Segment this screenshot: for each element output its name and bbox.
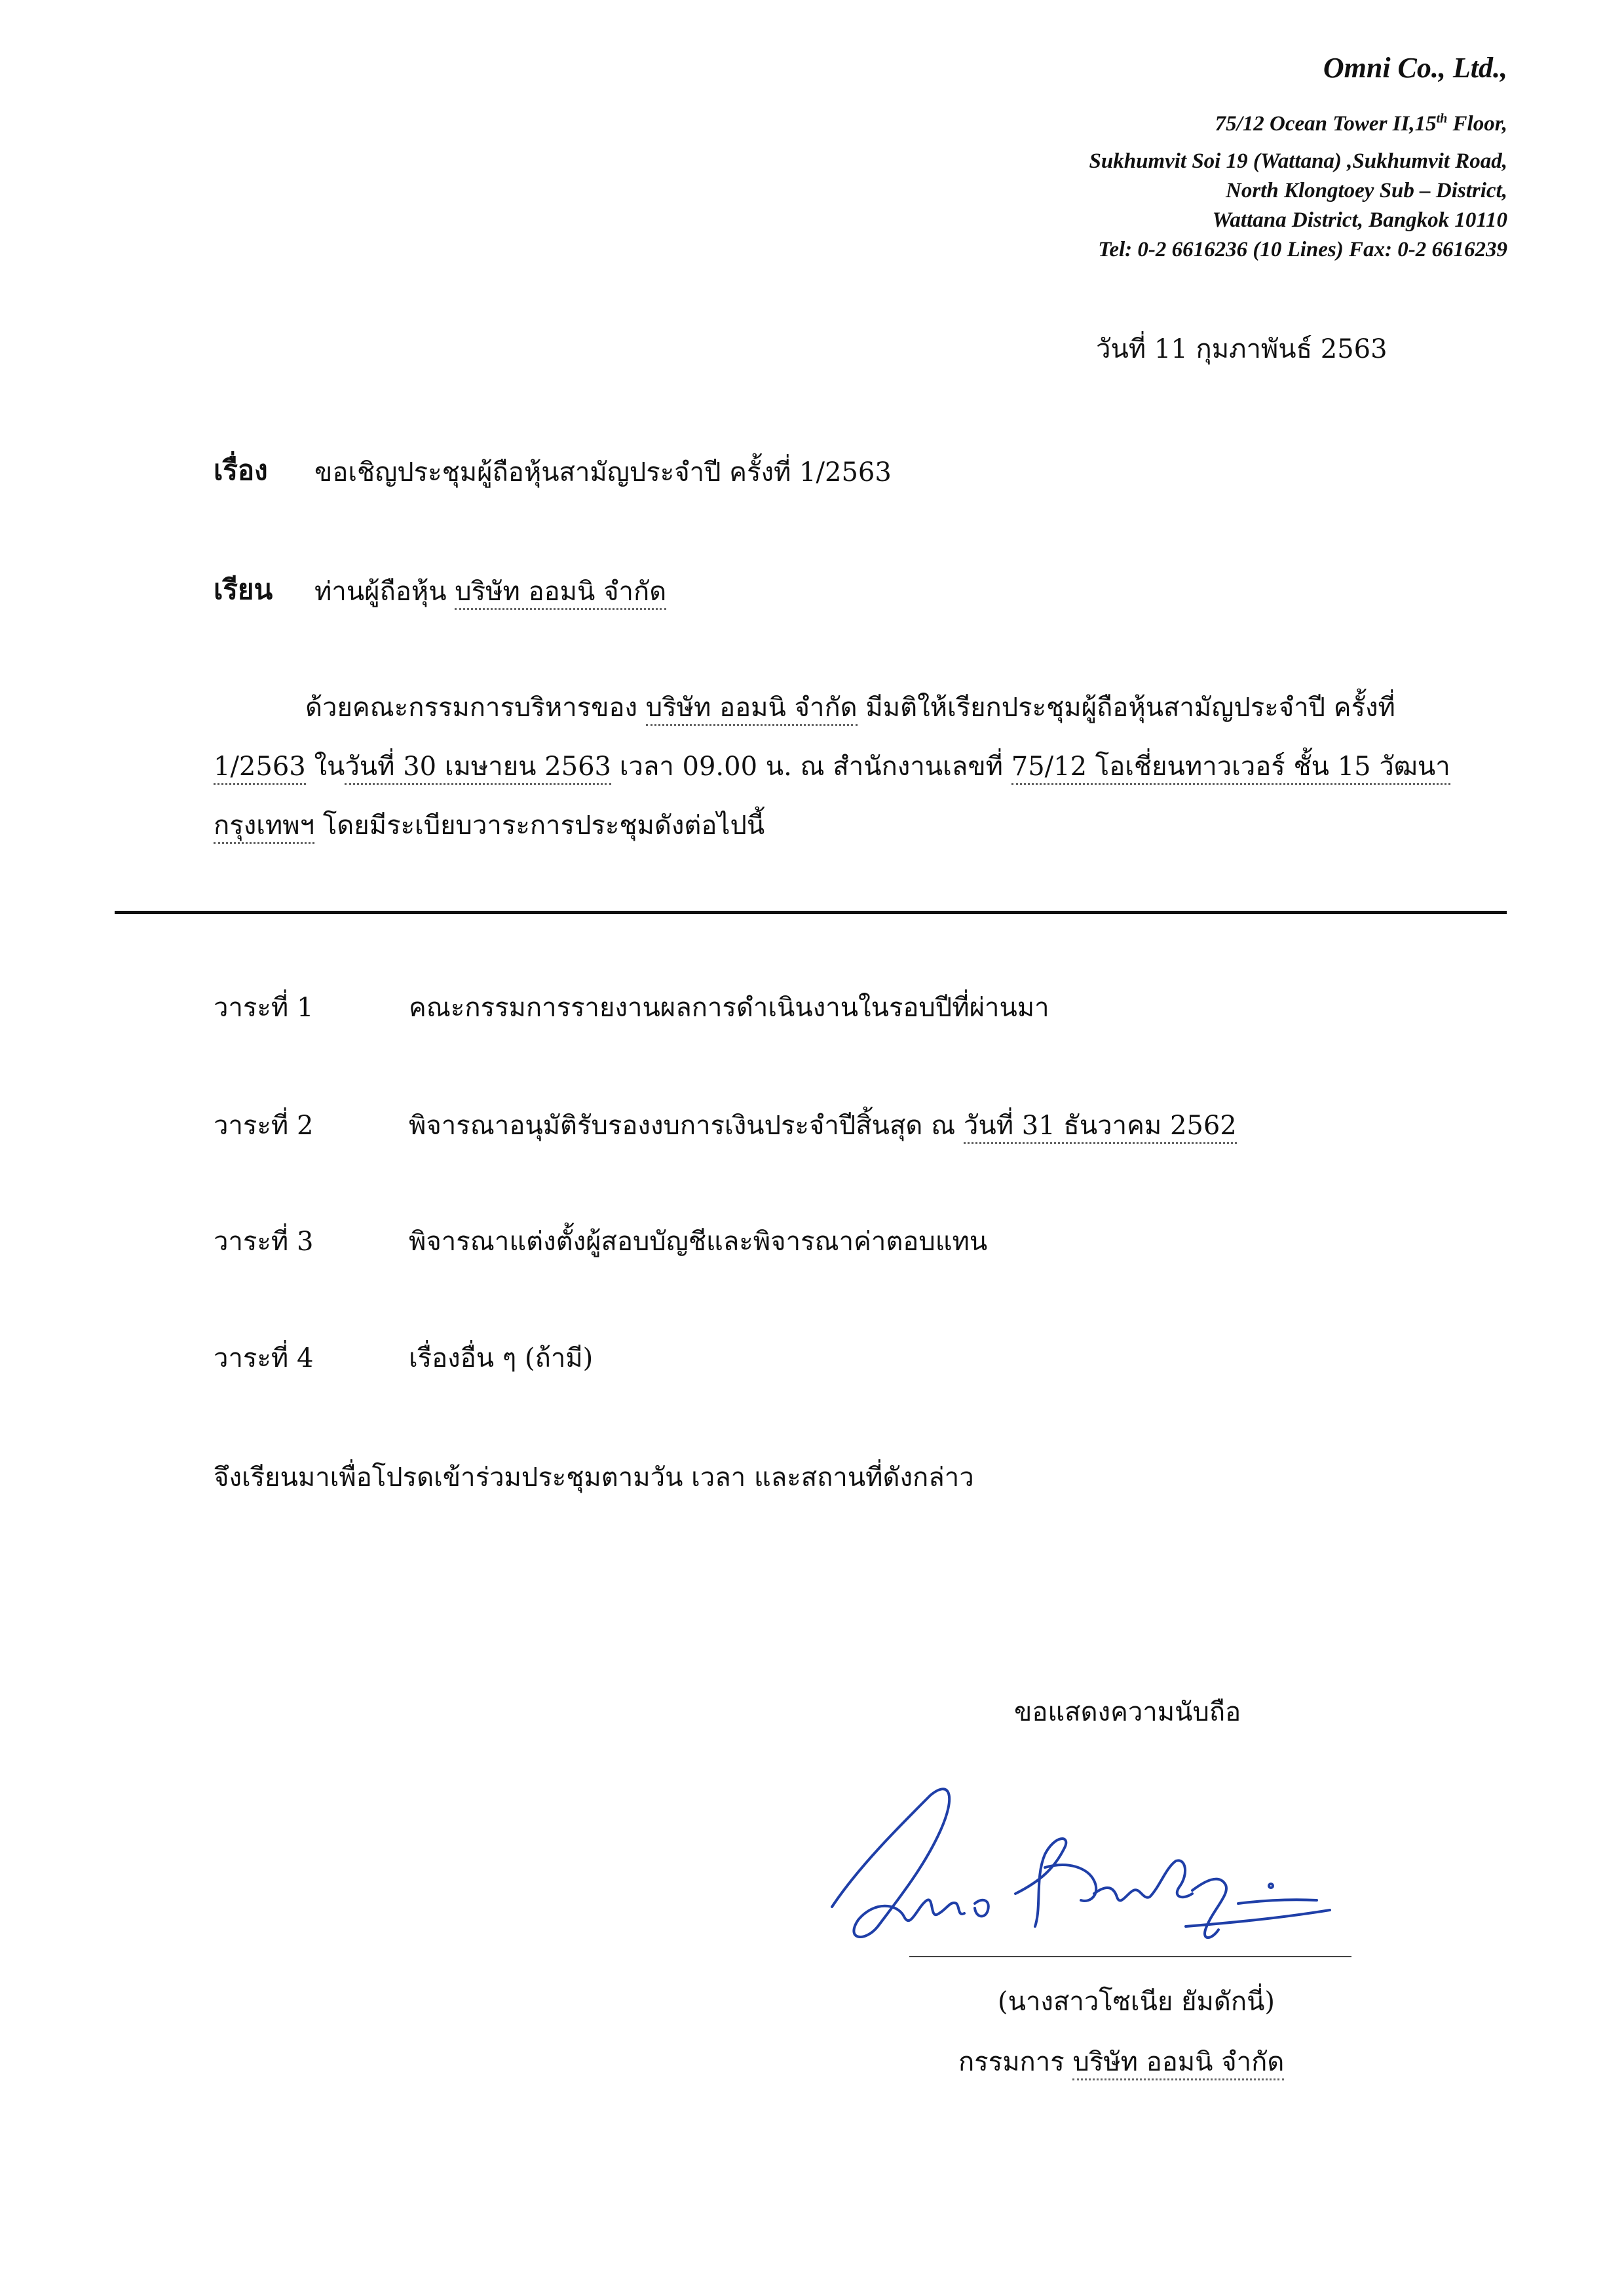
body-paragraph: ด้วยคณะกรรมการบริหารของ บริษัท ออมนิ จำกัด มีมติให้เรียกประชุมผู้ถือหุ้นสามัญประจำปี ครั้งที่ 1/2563 ในวันที่ 30 เมษายน 2563 เวลา 09.00 น. ณ สำนักงานเลขที่ 75/12 โอเชี่ยนทาวเวอร์ ชั้น 15 วัฒนา กรุงเทพฯ โดยมีระเบียบวาระการประชุมดังต่อไปนี้ [214, 678, 1458, 855]
address-line-2: Sukhumvit Soi 19 (Wattana) ,Sukhumvit Road, [1089, 149, 1507, 173]
agenda-4-number: วาระที่ 4 [214, 1343, 314, 1373]
signature-line [909, 1956, 1351, 1957]
handwritten-signature [819, 1769, 1343, 1966]
regards-text: ขอแสดงความนับถือ [1014, 1697, 1241, 1727]
meeting-number: 1/2563 [214, 752, 306, 785]
address-line-3: North Klongtoey Sub – District, [1226, 179, 1507, 202]
agenda-1-number: วาระที่ 1 [214, 993, 314, 1023]
agenda-2-number: วาระที่ 2 [214, 1111, 314, 1141]
addressee-company: บริษัท ออมนิ จำกัด [455, 577, 666, 610]
address-line-1: 75/12 Ocean Tower II,15th Floor, [1215, 111, 1507, 136]
signatory-company: บริษัท ออมนิ จำกัด [1072, 2047, 1284, 2080]
body-company: บริษัท ออมนิ จำกัด [646, 693, 858, 726]
agenda-2-text: พิจารณาอนุมัติรับรองงบการเงินประจำปีสิ้นสุด ณ วันที่ 31 ธันวาคม 2562 [409, 1104, 1237, 1146]
subject-text: ขอเชิญประชุมผู้ถือหุ้นสามัญประจำปี ครั้งที่ 1/2563 [314, 457, 892, 488]
agenda-3-number: วาระที่ 3 [214, 1227, 314, 1257]
letter-date: วันที่ 11 กุมภาพันธ์ 2563 [1096, 334, 1388, 364]
signatory-position: กรรมการ บริษัท ออมนิ จำกัด [958, 2040, 1284, 2082]
agenda-2-date: วันที่ 31 ธันวาคม 2562 [964, 1111, 1237, 1144]
agenda-1-text: คณะกรรมการรายงานผลการดำเนินงานในรอบปีที่ผ่านมา [409, 993, 1049, 1023]
address-line-4: Wattana District, Bangkok 10110 [1212, 208, 1507, 232]
contact-line: Tel: 0-2 6616236 (10 Lines) Fax: 0-2 6616239 [1098, 238, 1507, 261]
signatory-name: (นางสาวโซเนีย ยัมดักนี่) [998, 1987, 1275, 2017]
agenda-4-text: เรื่องอื่น ๆ (ถ้ามี) [409, 1343, 594, 1373]
meeting-date: วันที่ 30 เมษายน 2563 [345, 752, 611, 785]
addressee-label: เรียน [214, 573, 273, 605]
meeting-location: 75/12 โอเชี่ยนทาวเวอร์ ชั้น 15 วัฒนา กรุงเทพฯ [214, 752, 1450, 844]
subject-label: เรื่อง [214, 454, 268, 486]
addressee-text: ท่านผู้ถือหุ้น บริษัท ออมนิ จำกัด [314, 570, 666, 612]
closing-sentence: จึงเรียนมาเพื่อโปรดเข้าร่วมประชุมตามวัน เวลา และสถานที่ดังกล่าว [214, 1463, 974, 1493]
company-name: Omni Co., Ltd., [1323, 52, 1507, 84]
agenda-3-text: พิจารณาแต่งตั้งผู้สอบบัญชีและพิจารณาค่าตอบแทน [409, 1227, 988, 1257]
separator-rule [115, 911, 1507, 914]
